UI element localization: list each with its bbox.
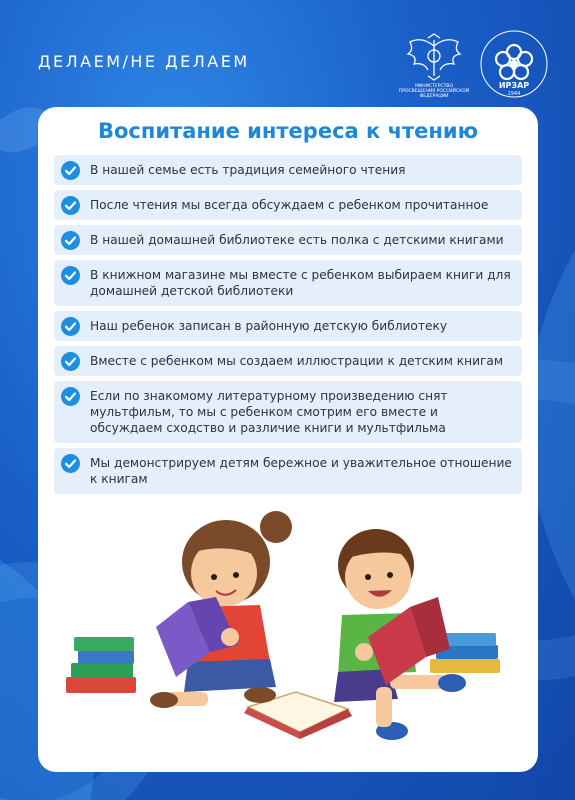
list-item-text: В нашей домашней библиотеке есть полка с детскими книгами [90,233,504,247]
eagle-emblem-icon [398,32,470,84]
check-icon [61,387,80,406]
content-card [38,107,538,772]
check-icon [61,231,80,250]
children-reading-illustration [38,487,538,772]
check-icon [61,161,80,180]
boy-figure [334,529,466,740]
izraz-logo [478,28,550,100]
checklist [54,155,522,499]
izraz-name: ИРЗАР [498,81,530,90]
list-item-text: Мы демонстрируем детям бережное и уважительное отношение к книгам [90,456,512,486]
ministry-caption: МИНИСТЕРСТВО ПРОСВЕЩЕНИЯ РОССИЙСКОЙ ФЕДЕРАЦИИ [398,84,470,99]
ministry-logo [398,32,470,100]
header-title: ДЕЛАЕМ/НЕ ДЕЛАЕМ [38,52,250,71]
check-icon [61,317,80,336]
girl-figure [150,511,292,708]
flower-emblem-icon [478,28,550,100]
list-item [54,346,522,376]
list-item-text: В нашей семье есть традиция семейного чтения [90,163,406,177]
list-item [54,381,522,443]
list-item [54,311,522,341]
list-item-text: Если по знакомому литературному произведению снят мультфильм, то мы с ребенком смотрим его вместе и обсуждаем сходство и различие книги и мультфильма [90,389,448,435]
list-item [54,260,522,306]
list-item [54,155,522,185]
list-item [54,225,522,255]
check-icon [61,454,80,473]
check-icon [61,196,80,215]
list-item-text: Вместе с ребенком мы создаем иллюстрации к детским книгам [90,354,504,368]
card-title: Воспитание интереса к чтению [97,119,479,143]
list-item-text: Наш ребенок записан в районную детскую библиотеку [90,319,448,333]
check-icon [61,266,80,285]
check-icon [61,352,80,371]
list-item [54,190,522,220]
book-stack-left [66,637,136,693]
list-item-text: После чтения мы всегда обсуждаем с ребенком прочитанное [90,198,489,212]
list-item-text: В книжном магазине мы вместе с ребенком выбираем книги для домашней детской библиотеки [90,268,511,298]
izraz-year: 1944 [507,91,521,97]
